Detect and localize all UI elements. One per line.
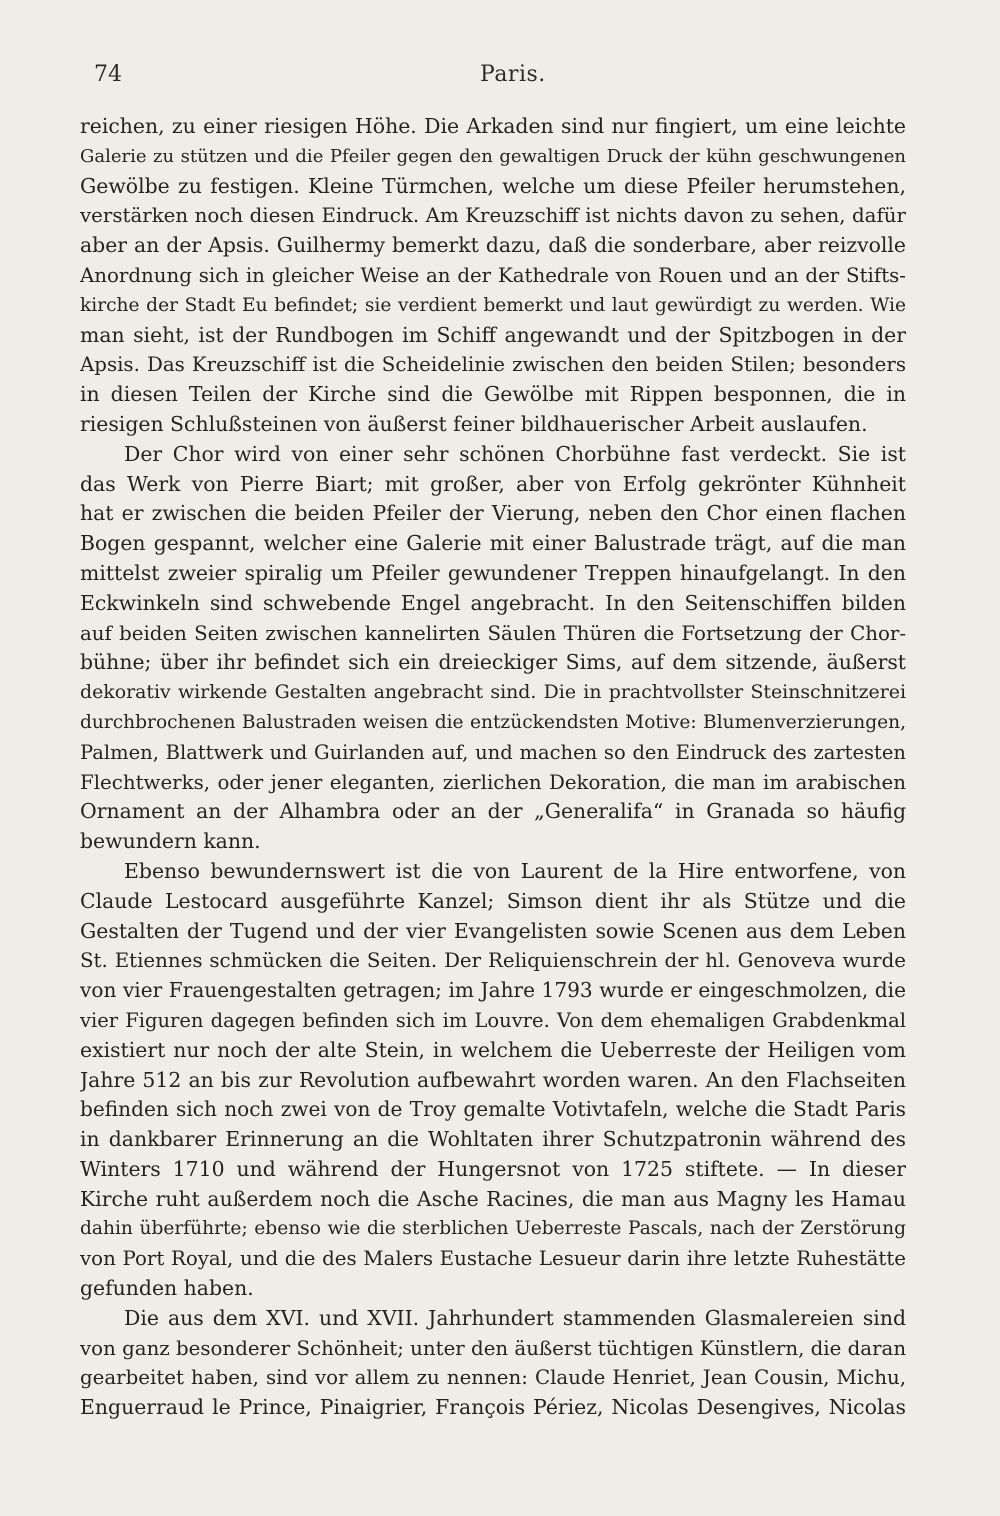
text-line: das Werk von Pierre Biart; mit großer, aber von Erfolg gekrönter Kühnheit	[80, 471, 906, 496]
text-line: riesigen Schlußsteinen von äußerst feiner bildhauerischer Arbeit auslaufen.	[80, 411, 868, 436]
text-line: verstärken noch diesen Eindruck. Am Kreuzschiff ist nichts davon zu sehen, dafür	[80, 204, 906, 228]
text-line: Ebenso bewundernswert ist die von Laurent de la Hire entworfene, von	[124, 858, 906, 883]
text-line: gefunden haben.	[80, 1276, 254, 1301]
text-line: Der Chor wird von einer sehr schönen Chorbühne fast verdeckt. Sie ist	[124, 441, 906, 466]
text-line: bewundern kann.	[80, 829, 261, 854]
text-line: befinden sich noch zwei von de Troy gemalte Votivtafeln, welche die Stadt Paris	[80, 1097, 906, 1122]
text-line: hat er zwischen die beiden Pfeiler der Vierung, neben den Chor einen flachen	[80, 501, 906, 526]
text-line: in diesen Teilen der Kirche sind die Gewölbe mit Rippen besponnen, die in	[80, 382, 906, 407]
text-line: Eckwinkeln sind schwebende Engel angebracht. In den Seitenschiffen bilden	[80, 590, 906, 615]
text-line: Claude Lestocard ausgeführte Kanzel; Simson dient ihr als Stütze und die	[80, 888, 906, 913]
text-line: Flechtwerks, oder jener eleganten, zierlichen Dekoration, die man im arabischen	[80, 770, 906, 794]
text-line: Kirche ruht außerdem noch die Asche Racines, die man aus Magny les Hamau	[80, 1186, 906, 1211]
text-line: Anordnung sich in gleicher Weise an der Kathedrale von Rouen und an der Stifts-	[80, 263, 906, 287]
text-line: Palmen, Blattwerk und Guirlanden auf, und machen so den Eindruck des zartesten	[80, 740, 906, 764]
text-line: aber an der Apsis. Guilhermy bemerkt dazu, daß die sonderbare, aber reizvolle	[80, 233, 906, 258]
text-line: Enguerraud le Prince, Pinaigrier, François Périez, Nicolas Desengives, Nicolas	[80, 1395, 906, 1420]
text-line: von vier Frauengestalten getragen; im Jahre 1793 wurde er eingeschmolzen, die	[80, 978, 906, 1003]
text-line: von Port Royal, und die des Malers Eustache Lesueur darin ihre letzte Ruhestätte	[80, 1247, 906, 1271]
text-line: Gestalten der Tugend und der vier Evangelisten sowie Scenen aus dem Leben	[80, 918, 906, 943]
text-line: auf beiden Seiten zwischen kannelirten Säulen Thüren die Fortsetzung der Chor-	[80, 621, 906, 645]
text-line: Jahre 512 an bis zur Revolution aufbewahrt worden waren. An den Flachseiten	[80, 1067, 906, 1092]
text-line: man sieht, ist der Rundbogen im Schiff angewandt und der Spitzbogen in der	[80, 322, 906, 347]
text-line: Galerie zu stützen und die Pfeiler gegen den gewaltigen Druck der kühn geschwungenen	[80, 145, 906, 167]
text-line: St. Etiennes schmücken die Seiten. Der Reliquienschrein der hl. Genoveva wurde	[80, 949, 906, 973]
text-line: gearbeitet haben, sind vor allem zu nennen: Claude Henriet, Jean Cousin, Michu,	[80, 1366, 906, 1390]
paragraph	[80, 440, 906, 857]
text-line: bühne; über ihr befindet sich ein dreieckiger Sims, auf dem sitzende, äußerst	[80, 650, 906, 675]
text-line: Gewölbe zu festigen. Kleine Türmchen, welche um diese Pfeiler herumstehen,	[80, 173, 906, 198]
page-number: 74	[94, 62, 122, 87]
text-line: reichen, zu einer riesigen Höhe. Die Arkaden sind nur fingiert, um eine leichte	[80, 114, 906, 138]
text-line: durchbrochenen Balustraden weisen die entzückendsten Motive: Blumenverzierungen,	[80, 711, 906, 733]
text-line: dahin überführte; ebenso wie die sterblichen Ueberreste Pascals, nach der Zerstörung	[80, 1218, 906, 1240]
body-text	[80, 112, 906, 1423]
text-line: von ganz besonderer Schönheit; unter den äußerst tüchtigen Künstlern, die daran	[80, 1336, 906, 1360]
text-line: existiert nur noch der alte Stein, in welchem die Ueberreste der Heiligen vom	[80, 1037, 906, 1062]
text-line: Apsis. Das Kreuzschiff ist die Scheidelinie zwischen den beiden Stilen; besonders	[80, 353, 906, 377]
paragraph	[80, 1304, 906, 1423]
text-line: Die aus dem XVI. und XVII. Jahrhundert stammenden Glasmalereien sind	[124, 1305, 906, 1330]
text-line: mittelst zweier spiralig um Pfeiler gewundener Treppen hinaufgelangt. In den	[80, 560, 906, 585]
text-line: Bogen gespannt, welcher eine Galerie mit einer Balustrade trägt, auf die man	[80, 531, 906, 556]
text-line: in dankbarer Erinnerung an die Wohltaten ihrer Schutzpatronin während des	[80, 1127, 906, 1152]
running-title: Paris.	[480, 62, 546, 87]
text-line: dekorativ wirkende Gestalten angebracht sind. Die in prachtvollster Steinschnitzerei	[80, 681, 906, 704]
text-line: kirche der Stadt Eu befindet; sie verdient bemerkt und laut gewürdigt zu werden. Wie	[80, 294, 906, 316]
text-line: vier Figuren dagegen befinden sich im Louvre. Von dem ehemaligen Grabdenkmal	[80, 1008, 906, 1032]
paragraph	[80, 857, 906, 1304]
text-line: Ornament an der Alhambra oder an der „Generalifa“ in Granada so häufig	[80, 799, 906, 824]
text-line: Winters 1710 und während der Hungersnot von 1725 stiftete. — In dieser	[80, 1156, 906, 1181]
paragraph	[80, 112, 906, 440]
